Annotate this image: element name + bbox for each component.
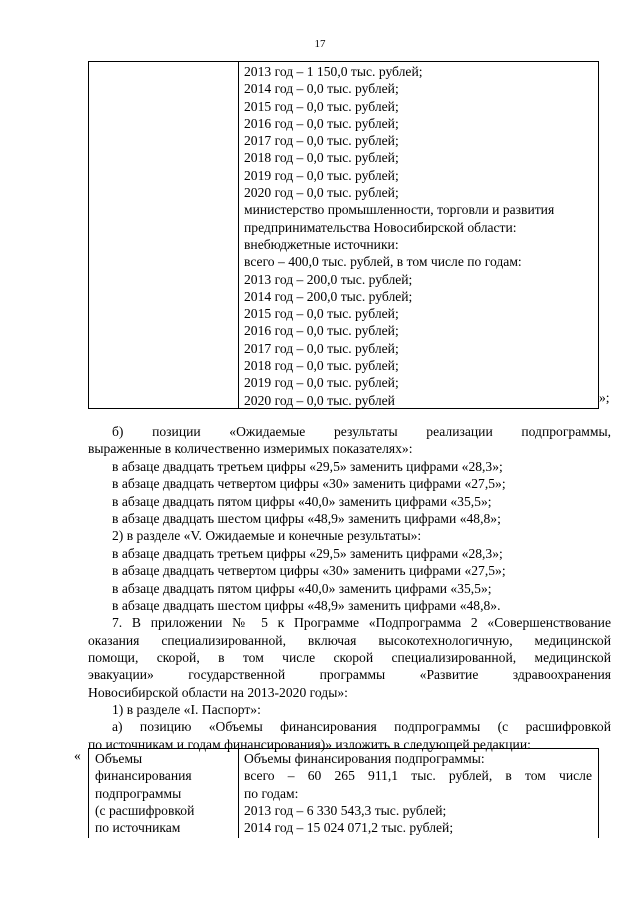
item7-line5: Новосибирской области на 2013-2020 годы»: (88, 685, 348, 700)
table-line: финансирования (95, 768, 192, 784)
financing-table-continued (88, 61, 599, 409)
list-item: в абзаце двадцать четвертом цифры «30» заменить цифрами «27,5»; (112, 563, 506, 578)
table-line: 2019 год – 0,0 тыс. рублей; (244, 167, 399, 183)
paragraph-b-line1: б) позиции «Ожидаемые результаты реализации подпрограммы, (112, 424, 611, 439)
position-name-cell (95, 750, 235, 836)
item7-line1: 7. В приложении № 5 к Программе «Подпрограмма 2 «Совершенствование (112, 615, 611, 630)
table-line: 2019 год – 0,0 тыс. рублей; (244, 375, 399, 391)
section-heading: 1) в разделе «I. Паспорт»: (112, 702, 261, 717)
paragraph-b-line2: выраженные в количественно измеримых показателях»: (88, 441, 413, 456)
financing-details-cell (244, 63, 592, 409)
table-line: 2013 год – 200,0 тыс. рублей; (244, 271, 413, 287)
item7-line3: помощи, скорой, в том числе скорой специализированной, медицинской (88, 650, 611, 665)
table-line: по источникам (95, 820, 181, 836)
paragraph-a-line2: по источникам и годам финансирования)» изложить в следующей редакции: (88, 737, 531, 752)
list-item: в абзаце двадцать четвертом цифры «30» заменить цифрами «27,5»; (112, 476, 506, 491)
list-item: в абзаце двадцать пятом цифры «40,0» заменить цифрами «35,5»; (112, 581, 492, 596)
table-line: 2017 год – 0,0 тыс. рублей; (244, 133, 399, 149)
table-line: 2017 год – 0,0 тыс. рублей; (244, 340, 399, 356)
table-line: внебюджетные источники: (244, 236, 399, 252)
table-line: Объемы финансирования подпрограммы: (244, 751, 485, 766)
table-line: 2015 год – 0,0 тыс. рублей; (244, 306, 399, 322)
table-line: 2014 год – 200,0 тыс. рублей; (244, 288, 413, 304)
list-item: в абзаце двадцать третьем цифры «29,5» заменить цифрами «28,3»; (112, 459, 503, 474)
item7-line2: оказания специализированной, включая высокотехнологичную, медицинской (88, 633, 611, 648)
list-item: в абзаце двадцать пятом цифры «40,0» заменить цифрами «35,5»; (112, 494, 492, 509)
table-line: подпрограммы (95, 785, 182, 801)
table-line: 2018 год – 0,0 тыс. рублей; (244, 150, 399, 166)
financing-details-cell (244, 750, 592, 836)
table-line: 2013 год – 1 150,0 тыс. рублей; (244, 64, 423, 79)
table-line: 2018 год – 0,0 тыс. рублей; (244, 358, 399, 374)
table-line: 2020 год – 0,0 тыс. рублей (244, 392, 395, 408)
table-line: 2013 год – 6 330 543,3 тыс. рублей; (244, 802, 447, 818)
table-line: по годам: (244, 785, 299, 801)
table-line: 2016 год – 0,0 тыс. рублей; (244, 323, 399, 339)
table-line: Объемы (95, 751, 143, 766)
table-line: 2020 год – 0,0 тыс. рублей; (244, 185, 399, 201)
item7-line4: эвакуации» государственной программы «Развитие здравоохранения (88, 667, 611, 682)
table-line: 2014 год – 15 024 071,2 тыс. рублей; (244, 820, 454, 836)
list-item: в абзаце двадцать шестом цифры «48,9» заменить цифрами «48,8»; (112, 511, 501, 526)
table-line: (с расшифровкой (95, 802, 195, 818)
paragraph-a-line1: а) позицию «Объемы финансирования подпрограммы (с расшифровкой (112, 719, 611, 734)
financing-table-new (88, 748, 599, 838)
closing-quote: »; (599, 390, 610, 405)
table-line: предпринимательства Новосибирской области: (244, 219, 517, 235)
table-line: 2014 год – 0,0 тыс. рублей; (244, 81, 399, 97)
page-number: 17 (314, 38, 326, 50)
table-line: 2016 год – 0,0 тыс. рублей; (244, 115, 399, 131)
table-line: министерство промышленности, торговли и развития (244, 202, 555, 218)
list-item: в абзаце двадцать третьем цифры «29,5» заменить цифрами «28,3»; (112, 546, 503, 561)
table-line: всего – 400,0 тыс. рублей, в том числе по годам: (244, 254, 522, 270)
table-line: 2015 год – 0,0 тыс. рублей; (244, 98, 399, 114)
section-heading: 2) в разделе «V. Ожидаемые и конечные результаты»: (112, 528, 422, 543)
opening-quote: « (74, 748, 81, 763)
table-column-divider (238, 749, 239, 838)
table-line: всего – 60 265 911,1 тыс. рублей, в том числе (244, 768, 592, 784)
table-column-divider (238, 62, 239, 408)
list-item: в абзаце двадцать шестом цифры «48,9» заменить цифрами «48,8». (112, 598, 501, 613)
